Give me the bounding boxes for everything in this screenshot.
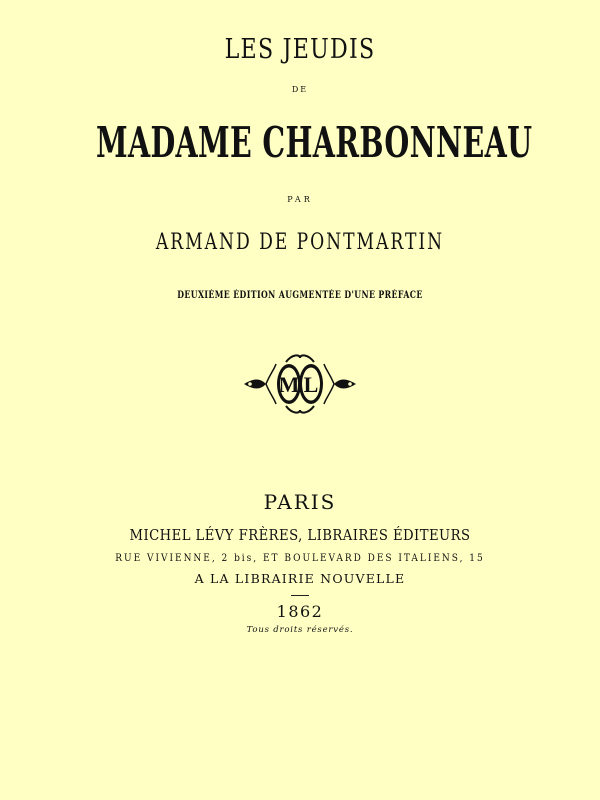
imprint-year: 1862 (276, 602, 324, 621)
publisher-monogram-ornament-icon (240, 352, 360, 416)
author-name: ARMAND DE PONTMARTIN (155, 230, 445, 255)
monogram-svg (240, 352, 360, 416)
svg-text:M: M (278, 372, 300, 397)
imprint-bookshop: A LA LIBRAIRIE NOUVELLE (194, 571, 406, 586)
imprint-publisher: MICHEL LÉVY FRÈRES, LIBRAIRES ÉDITEURS (129, 526, 471, 544)
edition-note: DEUXIÈME ÉDITION AUGMENTÉE D'UNE PRÉFACE (177, 290, 423, 301)
main-title: MADAME CHARBONNEAU (96, 118, 533, 167)
title-connector: DE (291, 85, 309, 94)
by-label: PAR (287, 195, 313, 204)
svg-text:L: L (303, 372, 319, 397)
imprint-city: PARIS (263, 490, 337, 514)
imprint-divider (291, 595, 309, 596)
title-line-1: LES JEUDIS (224, 34, 376, 65)
rights-notice: Tous droits réservés. (246, 625, 354, 635)
imprint-address: RUE VIVIENNE, 2 bis, ET BOULEVARD DES ITALIENS, 15 (115, 553, 485, 564)
